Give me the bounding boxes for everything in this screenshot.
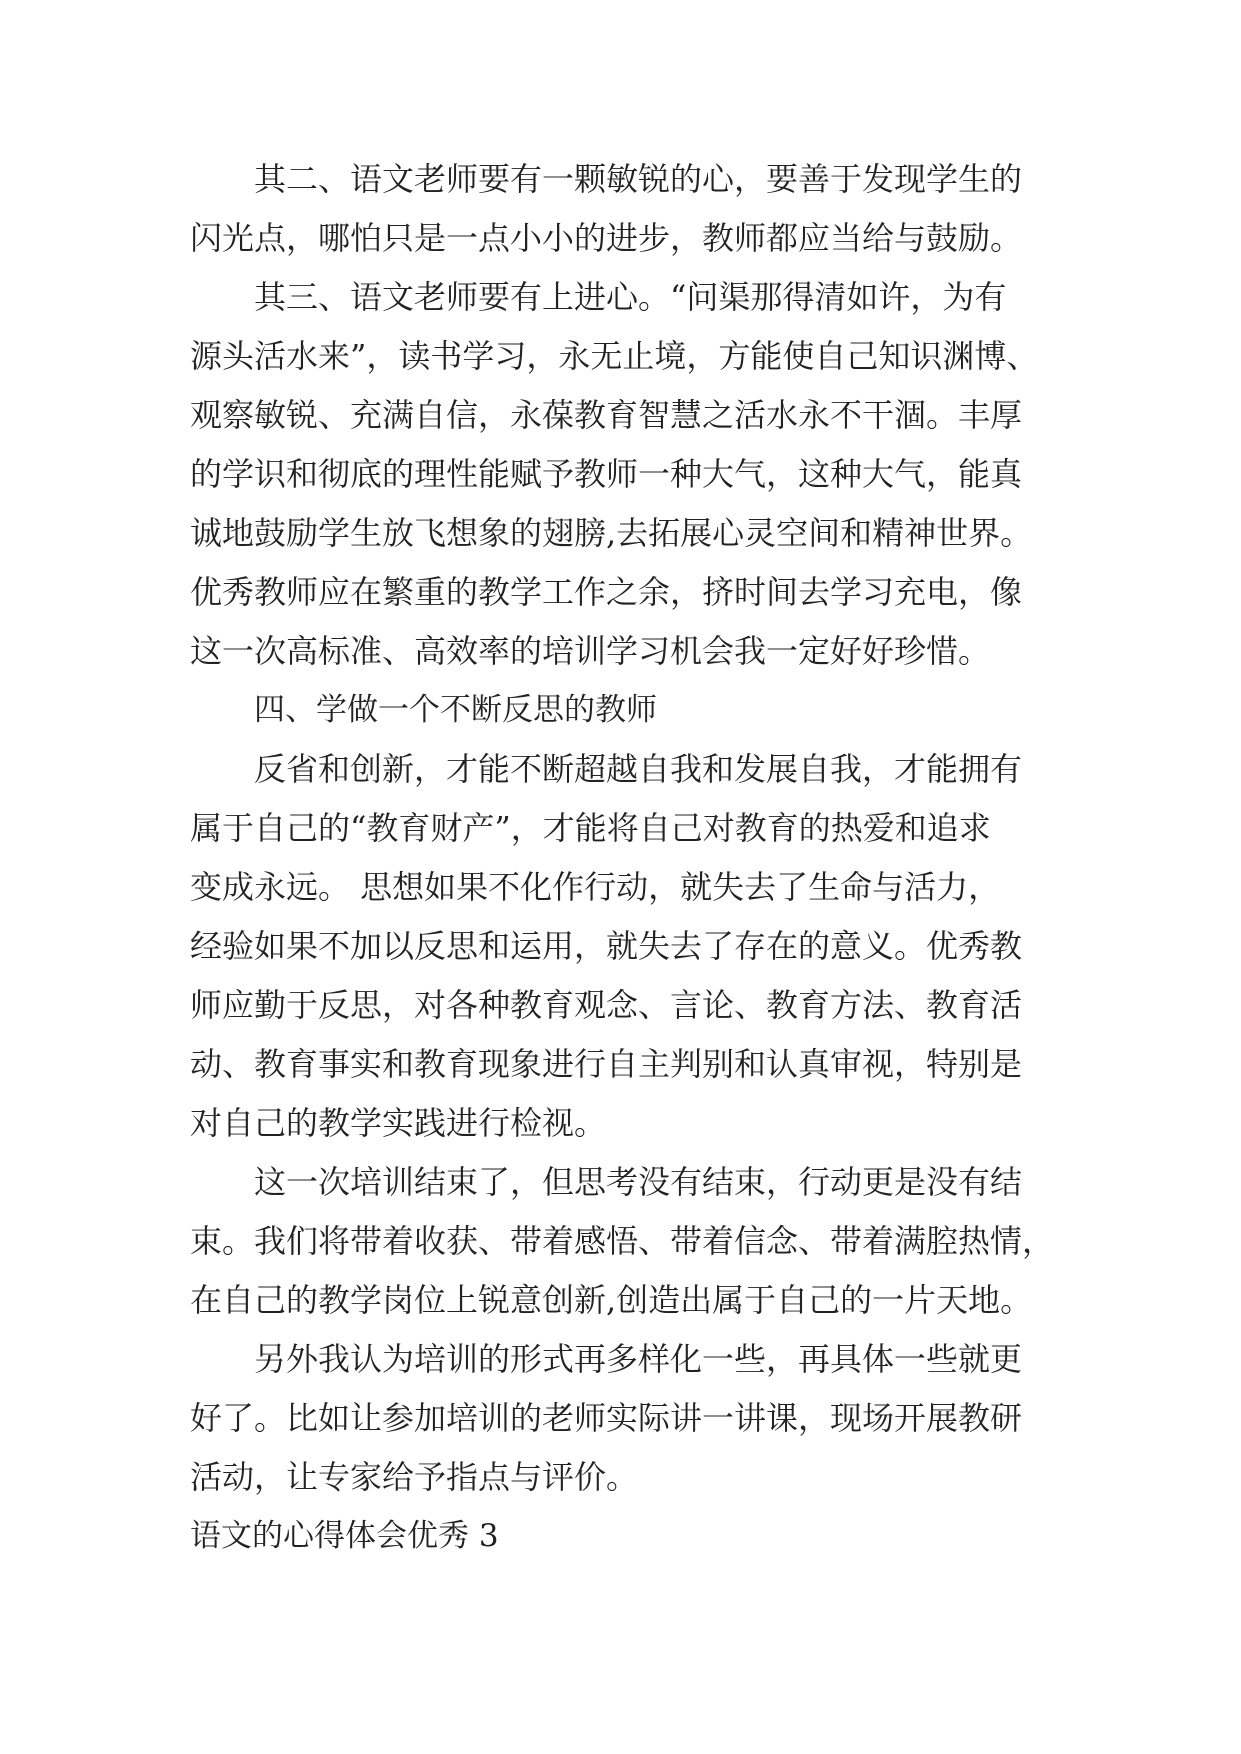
paragraph-line: 其三、语文老师要有上进心。“问渠那得清如许，为有 bbox=[254, 278, 1007, 316]
paragraph-line: 变成永远。 思想如果不化作行动，就失去了生命与活力， bbox=[190, 868, 1001, 906]
paragraph-line: 闪光点，哪怕只是一点小小的进步，教师都应当给与鼓励。 bbox=[190, 219, 1023, 257]
paragraph-line: 另外我认为培训的形式再多样化一些，再具体一些就更 bbox=[254, 1340, 1023, 1378]
paragraph-line: 反省和创新，才能不断超越自我和发展自我，才能拥有 bbox=[254, 750, 1023, 788]
paragraph-line: 观察敏锐、充满自信，永葆教育智慧之活水永不干涸。丰厚 bbox=[190, 396, 1023, 434]
paragraph-line: 源头活水来”，读书学习，永无止境，方能使自己知识渊博、 bbox=[190, 337, 1039, 375]
paragraph-line: 诚地鼓励学生放飞想象的翅膀,去拓展心灵空间和精神世界。 bbox=[190, 514, 1033, 552]
paragraph-line: 经验如果不加以反思和运用，就失去了存在的意义。优秀教 bbox=[190, 927, 1023, 965]
section-heading: 四、学做一个不断反思的教师 bbox=[254, 692, 657, 728]
paragraph-line: 对自己的教学实践进行检视。 bbox=[190, 1104, 607, 1142]
paragraph-line: 优秀教师应在繁重的教学工作之余，挤时间去学习充电，像 bbox=[190, 573, 1023, 611]
document-body bbox=[190, 150, 1070, 1566]
paragraph-line: 其二、语文老师要有一颗敏锐的心，要善于发现学生的 bbox=[254, 160, 1023, 198]
paragraph-line: 这一次培训结束了，但思考没有结束，行动更是没有结 bbox=[254, 1163, 1023, 1201]
paragraph-line: 束。我们将带着收获、带着感悟、带着信念、带着满腔热情， bbox=[190, 1222, 1055, 1260]
paragraph-line: 属于自己的“教育财产”，才能将自己对教育的热爱和追求 bbox=[190, 809, 991, 847]
paragraph-line: 师应勤于反思，对各种教育观念、言论、教育方法、教育活 bbox=[190, 986, 1023, 1024]
paragraph-line: 的学识和彻底的理性能赋予教师一种大气，这种大气，能真 bbox=[190, 455, 1023, 493]
paragraph-line: 在自己的教学岗位上锐意创新,创造出属于自己的一片天地。 bbox=[190, 1281, 1033, 1319]
section-title: 语文的心得体会优秀 3 bbox=[190, 1518, 499, 1554]
paragraph-line: 好了。比如让参加培训的老师实际讲一讲课，现场开展教研 bbox=[190, 1399, 1023, 1437]
paragraph-line: 活动，让专家给予指点与评价。 bbox=[190, 1458, 639, 1496]
paragraph-line: 动、教育事实和教育现象进行自主判别和认真审视，特别是 bbox=[190, 1045, 1023, 1083]
paragraph-line: 这一次高标准、高效率的培训学习机会我一定好好珍惜。 bbox=[190, 632, 991, 670]
